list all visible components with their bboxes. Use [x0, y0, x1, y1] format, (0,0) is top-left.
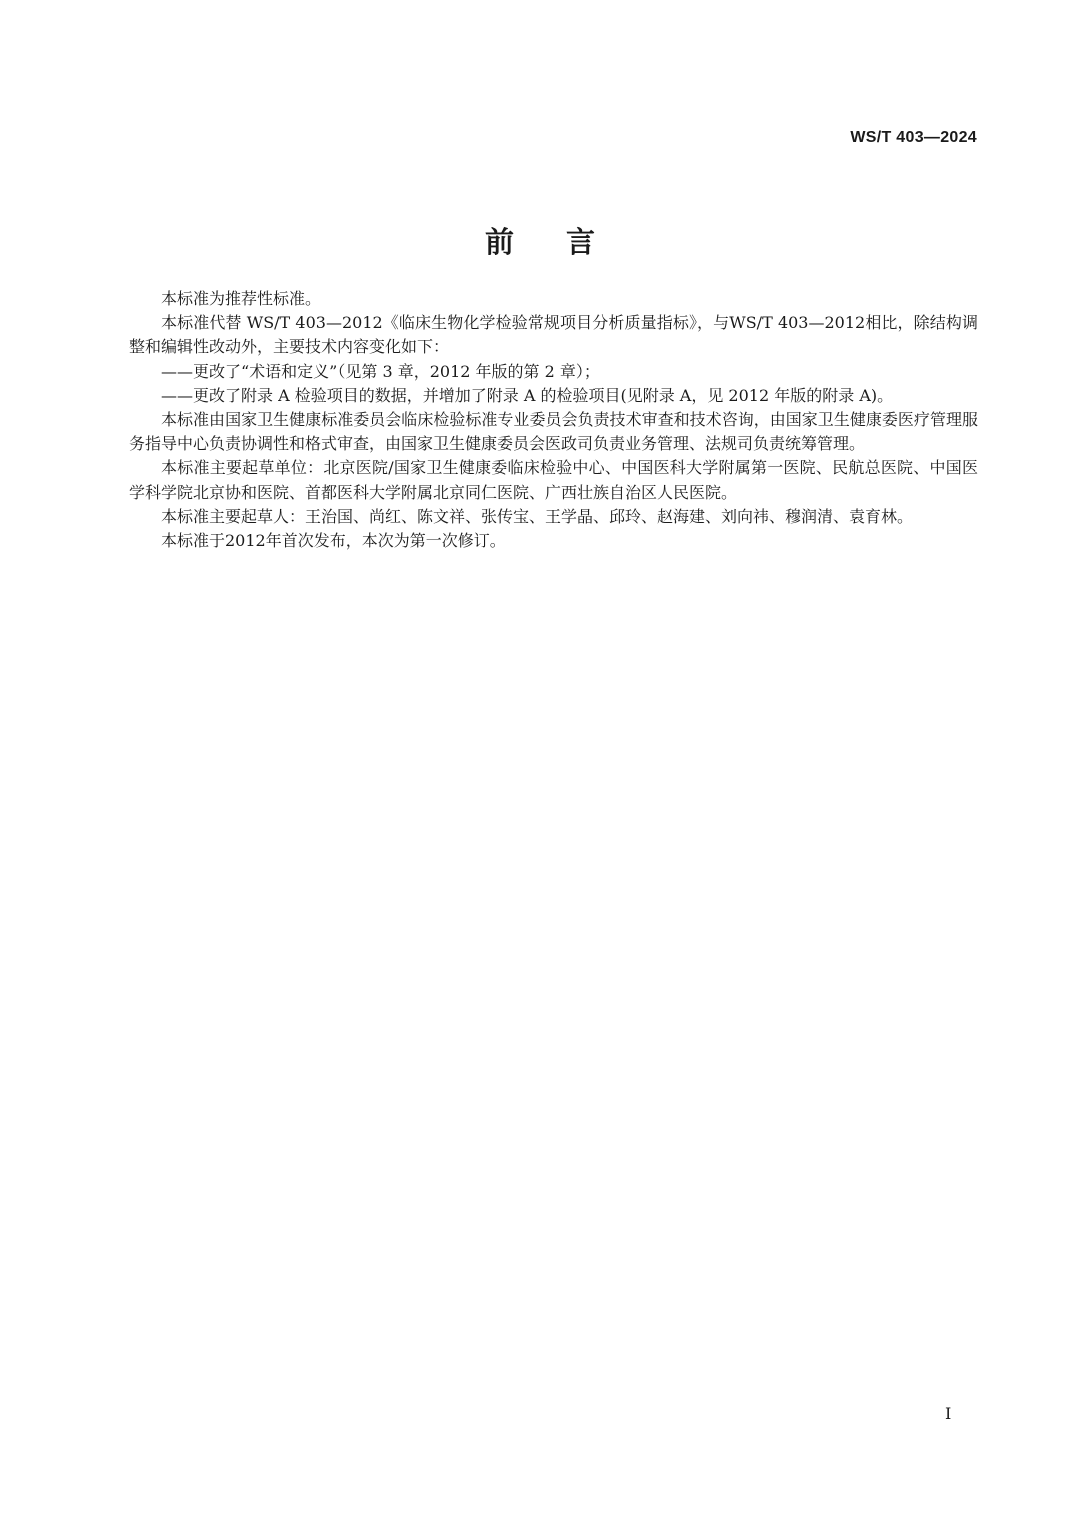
paragraph-recommended-standard: 本标准为推荐性标准。	[161, 289, 322, 308]
page-number: I	[945, 1404, 952, 1423]
paragraph-replaces-standard: 本标准代替 WS/T 403—2012《临床生物化学检验常规项目分析质量指标》，与WS/T 403—2012相比，除结构调整和编辑性改动外，主要技术内容变化如下：	[129, 313, 978, 357]
paragraph-change-terms: ——更改了“术语和定义”（见第 3 章，2012 年版的第 2 章）；	[161, 361, 600, 381]
paragraph-drafting-units: 本标准主要起草单位：北京医院/国家卫生健康委临床检验中心、中国医科大学附属第一医院、民航总医院、中国医学科学院北京协和医院、首都医科大学附属北京同仁医院、广西壮族自治区人民医院。	[129, 458, 978, 502]
paragraph-review-management: 本标准由国家卫生健康标准委员会临床检验标准专业委员会负责技术审查和技术咨询，由国家卫生健康委医疗管理服务指导中心负责协调性和格式审查，由国家卫生健康委员会医政司负责业务管理、法规司负责统筹管理。	[129, 410, 978, 454]
paragraph-publication-history: 本标准于2012年首次发布，本次为第一次修订。	[161, 531, 506, 551]
paragraph-drafters: 本标准主要起草人：王治国、尚红、陈文祥、张传宝、王学晶、邱玲、赵海建、刘向祎、穆润清、袁育林。	[161, 506, 914, 526]
standard-code: WS/T 403—2024	[850, 129, 977, 146]
page-title: 前言	[484, 225, 647, 259]
foreword-body	[129, 287, 978, 553]
paragraph-change-appendix: ——更改了附录 A 检验项目的数据，并增加了附录 A 的检验项目(见附录 A，见 2012 年版的附录 A)。	[161, 385, 894, 405]
